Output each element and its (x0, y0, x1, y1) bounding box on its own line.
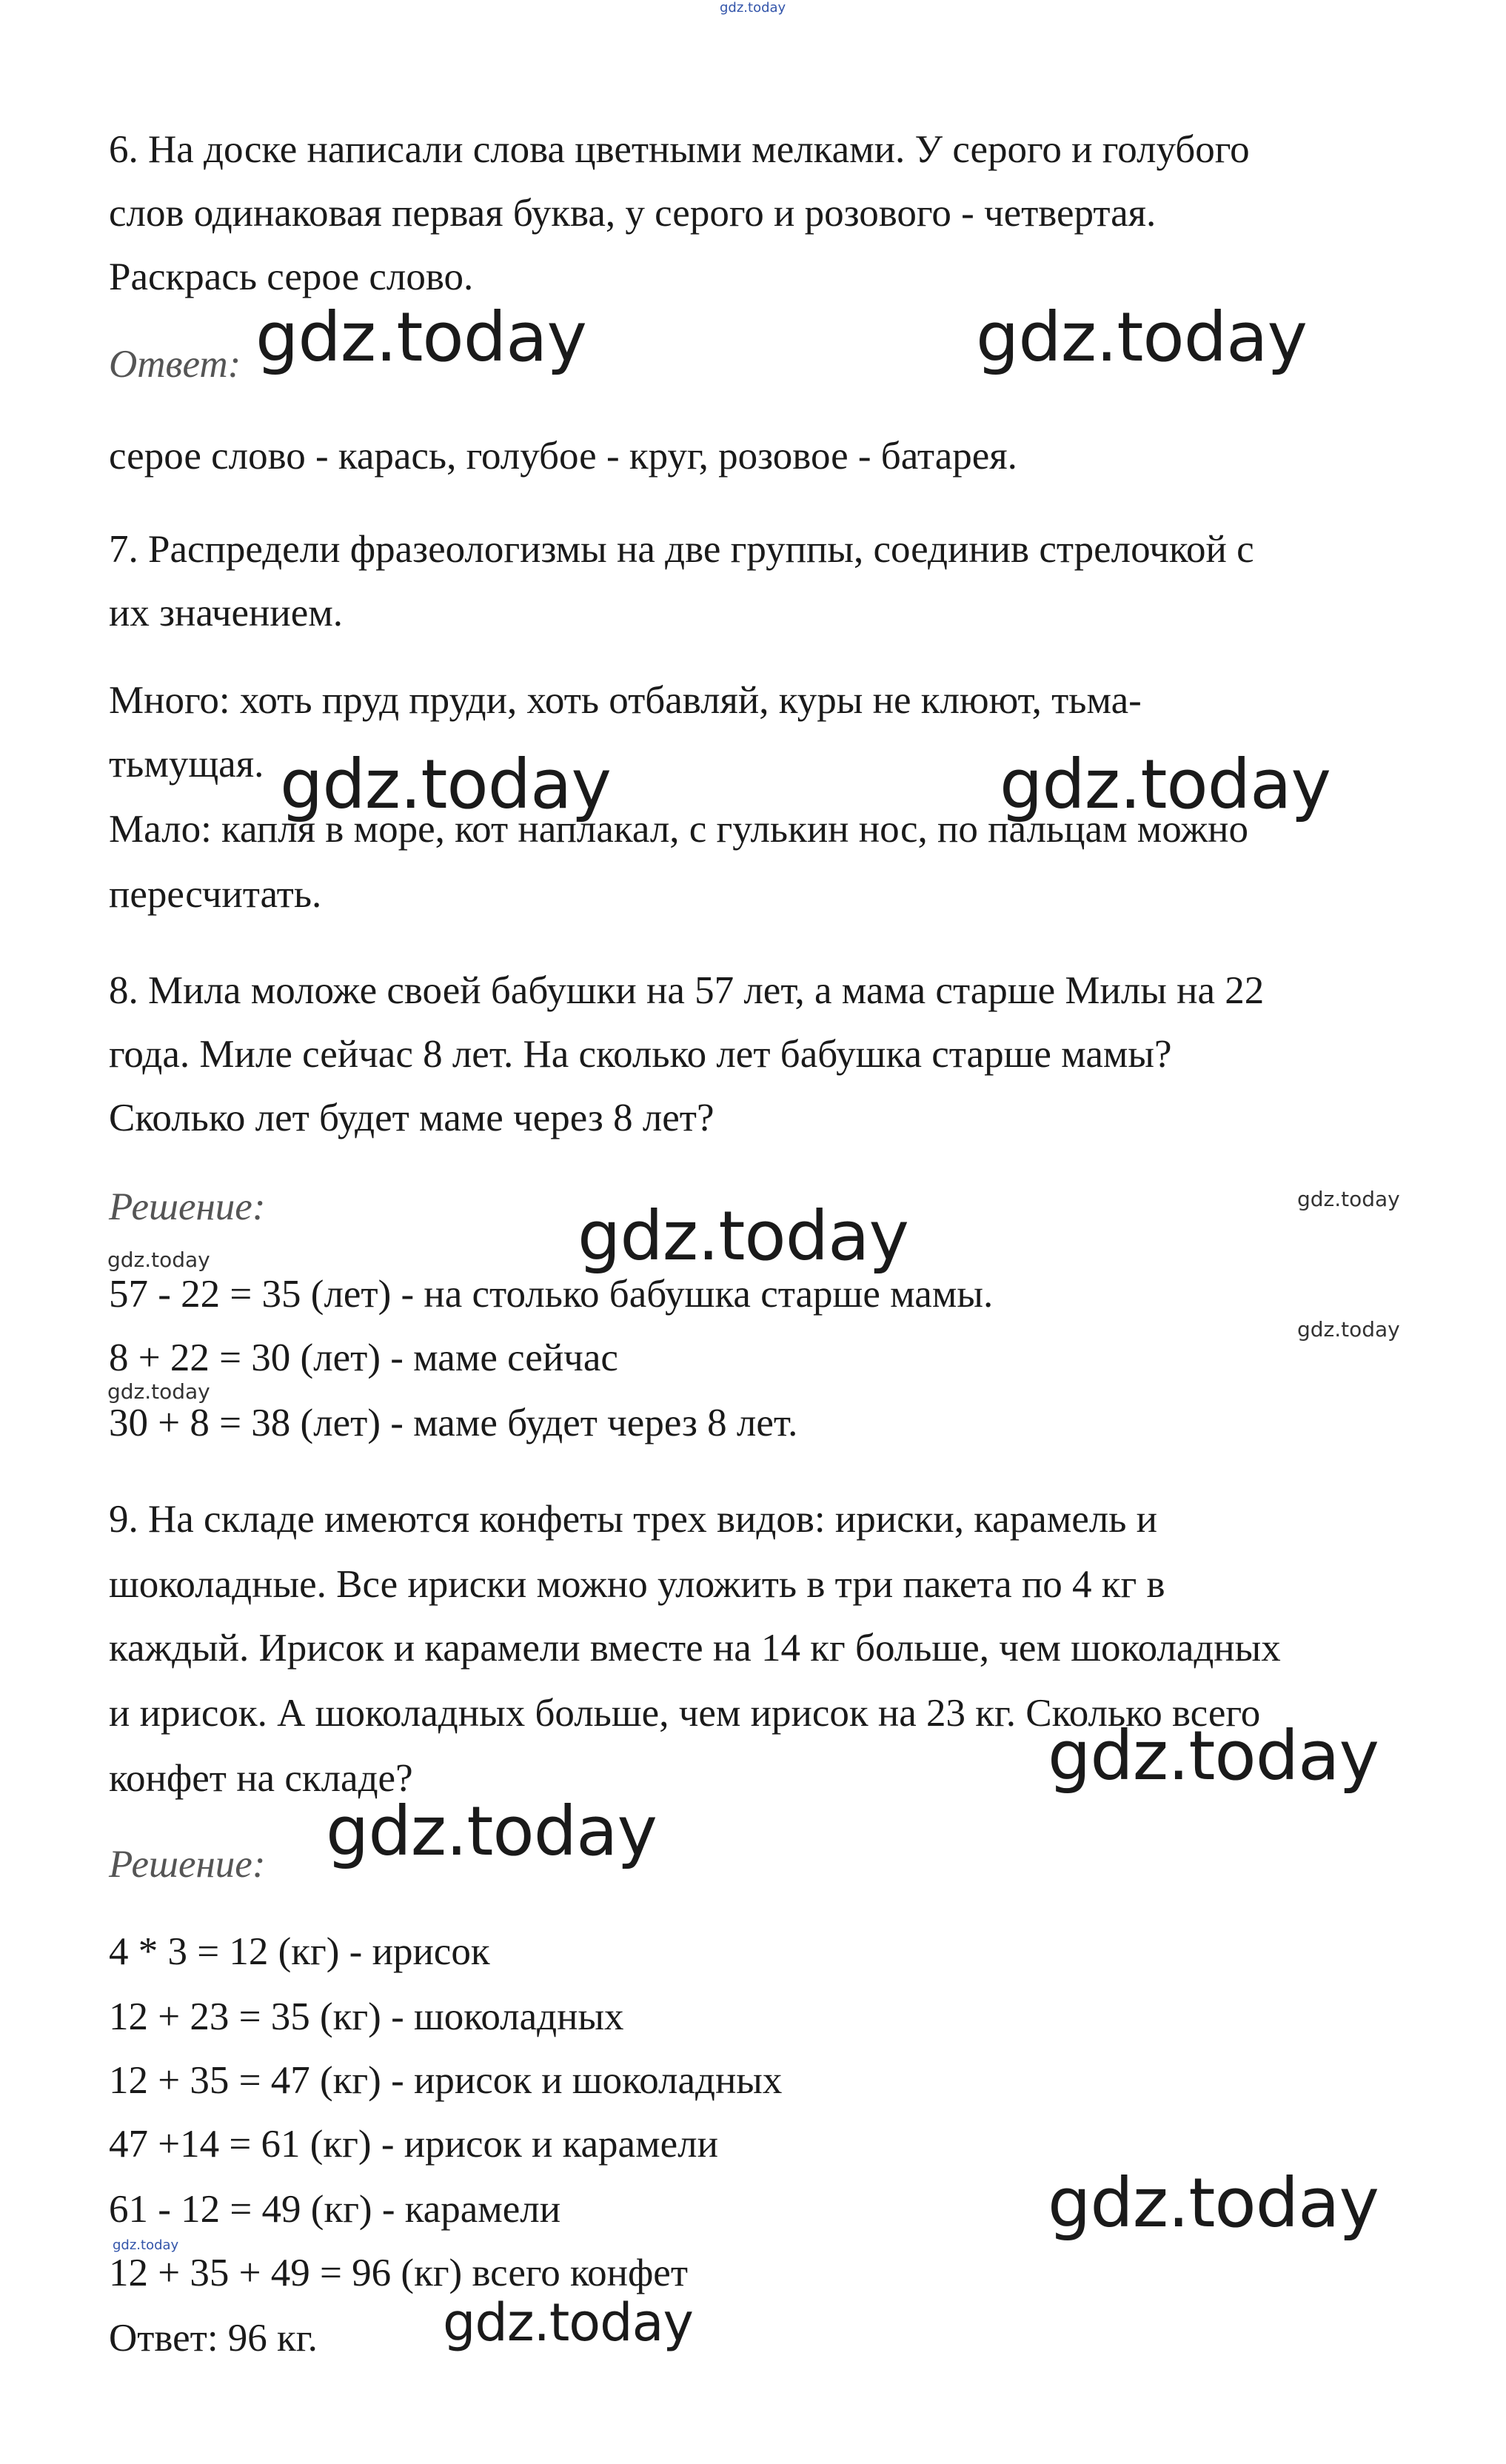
watermark: gdz.today (255, 298, 586, 377)
watermark: gdz.today (107, 1379, 210, 1404)
task9-question-line1: 9. На складе имеются конфеты трех видов: ириски, карамель и (109, 1498, 1158, 1541)
task6-answer-text: серое слово - карась, голубое - круг, розовое - батарея. (109, 435, 1017, 478)
task7-few-line1: Мало: капля в море, кот наплакал, с гулькин нос, по пальцам можно (109, 808, 1248, 851)
task7-many-line1: Много: хоть пруд пруди, хоть отбавляй, куры не клюют, тьма- (109, 679, 1142, 722)
task9-solution-label: Решение: (109, 1843, 266, 1886)
task9-question-line5: конфет на складе? (109, 1757, 413, 1800)
watermark: gdz.today (1297, 1187, 1400, 1211)
task8-step-1: 57 - 22 = 35 (лет) - на столько бабушка старше мамы. (109, 1273, 994, 1316)
watermark: gdz.today (1048, 2163, 1379, 2243)
task6-question-line3: Раскрась серое слово. (109, 255, 474, 298)
task6-question-line1: 6. На доске написали слова цветными мелками. У серого и голубого (109, 128, 1250, 171)
task6-answer-label: Ответ: (109, 343, 241, 386)
task8-solution-label: Решение: (109, 1185, 266, 1228)
task8-question-line1: 8. Мила моложе своей бабушки на 57 лет, а мама старше Милы на 22 (109, 969, 1265, 1012)
task9-step-5: 61 - 12 = 49 (кг) - карамели (109, 2188, 561, 2231)
task7-few-line2: пересчитать. (109, 873, 322, 916)
watermark: gdz.today (113, 2237, 179, 2253)
task8-step-2: 8 + 22 = 30 (лет) - маме сейчас (109, 1336, 618, 1379)
watermark: gdz.today (280, 745, 611, 824)
watermark: gdz.today (107, 1248, 210, 1272)
task7-question-line2: их значением. (109, 592, 344, 635)
task9-step-3: 12 + 35 = 47 (кг) - ирисок и шоколадных (109, 2059, 783, 2102)
watermark: gdz.today (326, 1792, 657, 1871)
task9-answer: Ответ: 96 кг. (109, 2317, 318, 2360)
task9-step-4: 47 +14 = 61 (кг) - ирисок и карамели (109, 2123, 718, 2166)
watermark: gdz.today (1297, 1317, 1400, 1342)
task7-many-line2: тьмущая. (109, 743, 264, 786)
watermark: gdz.today (1000, 745, 1331, 824)
task9-question-line3: каждый. Ирисок и карамели вместе на 14 кг больше, чем шоколадных (109, 1627, 1281, 1670)
watermark: gdz.today (443, 2292, 693, 2353)
task7-question-line1: 7. Распредели фразеологизмы на две группы, соединив стрелочкой с (109, 528, 1254, 571)
top-watermark: gdz.today (720, 0, 786, 16)
task6-question-line2: слов одинаковая первая буква, у серого и розового - четвертая. (109, 192, 1157, 235)
task8-question-line2: года. Миле сейчас 8 лет. На сколько лет бабушка старше мамы? (109, 1033, 1172, 1076)
task9-question-line4: и ирисок. А шоколадных больше, чем ирисок на 23 кг. Сколько всего (109, 1692, 1261, 1735)
task8-step-3: 30 + 8 = 38 (лет) - маме будет через 8 лет. (109, 1402, 798, 1444)
task8-question-line3: Сколько лет будет маме через 8 лет? (109, 1097, 714, 1139)
watermark: gdz.today (1048, 1716, 1379, 1795)
watermark: gdz.today (976, 298, 1307, 377)
task9-question-line2: шоколадные. Все ириски можно уложить в три пакета по 4 кг в (109, 1563, 1165, 1606)
task9-step-1: 4 * 3 = 12 (кг) - ирисок (109, 1930, 490, 1973)
task9-step-2: 12 + 23 = 35 (кг) - шоколадных (109, 1995, 624, 2038)
task9-step-6: 12 + 35 + 49 = 96 (кг) всего конфет (109, 2252, 688, 2294)
watermark: gdz.today (578, 1196, 908, 1276)
